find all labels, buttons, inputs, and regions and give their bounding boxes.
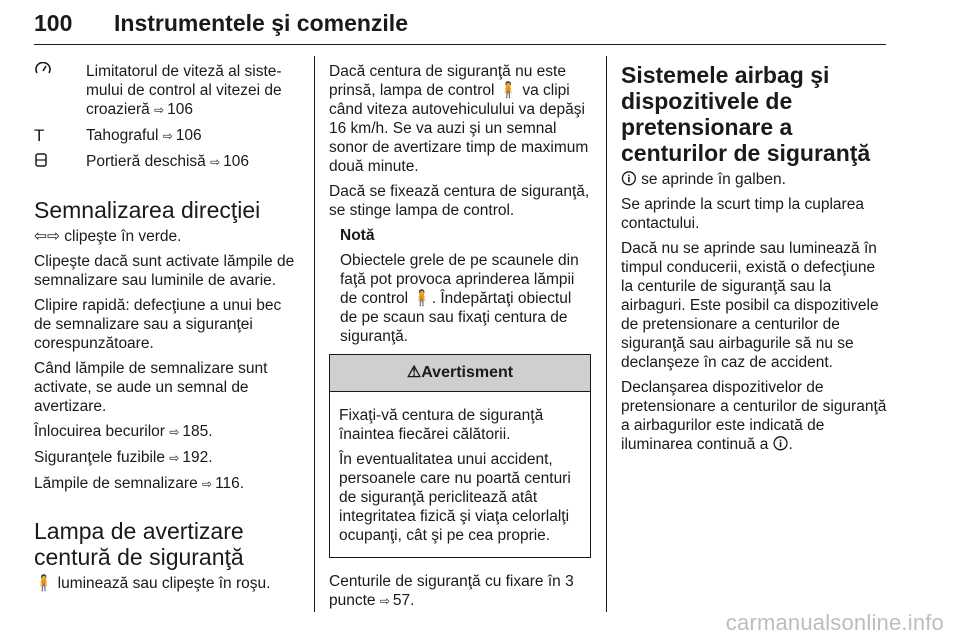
paragraph: Se aprinde la scurt timp la cuplarea contactului. [621, 196, 864, 232]
door-open-text: Portieră deschisă [86, 153, 206, 170]
note-text: Obiectele grele de pe scaunele din faţă pot provoca aprinderea lămpii de control [340, 252, 579, 307]
paragraph: Dacă se fixează centura de siguranţă, se stinge lampa de control. [329, 183, 590, 219]
page-title: Instrumentele şi comenzile [114, 10, 408, 36]
reference-text: Siguranţele fuzibile [34, 449, 165, 466]
note-block [340, 226, 591, 346]
note-title: Notă [340, 227, 375, 244]
page-reference-link[interactable]: ⇨ 116. [202, 475, 244, 492]
paragraph: Declanşarea dispozitivelor de pretensionare a centurilor de siguranţă a airbagurilor este indicată de iluminarea continuă a [621, 379, 887, 453]
reference-text: Lămpile de semnalizare [34, 475, 198, 492]
warning-title: Avertisment [421, 364, 514, 381]
warning-header [330, 355, 590, 392]
reference-text: Centurile de siguranţă cu fixare în 3 puncte [329, 573, 574, 609]
seatbelt-icon: 🧍 [412, 290, 432, 307]
airbag-icon: 🛈 [621, 171, 637, 188]
column-3 [621, 62, 887, 460]
reference-text: Înlocuirea becurilor [34, 423, 165, 440]
page-reference-link[interactable]: ⇨ 57. [380, 592, 415, 609]
page-reference-link[interactable]: ⇨ 192. [169, 449, 212, 466]
tachograph-icon: T [34, 126, 45, 145]
section-heading-seatbelt-warning: Lampa de avertizare centură de siguranţă [34, 518, 244, 570]
seatbelt-icon: 🧍 [498, 82, 519, 99]
page-reference-link[interactable]: ⇨ 106 [210, 153, 249, 170]
section-heading-turn-signal: Semnalizarea direcţiei [34, 197, 261, 223]
tachograph-text: Tahograful [86, 127, 159, 144]
symbol-row-tachograph [34, 126, 298, 146]
speed-limiter-icon [34, 62, 86, 120]
paragraph: Când lămpile de semnalizare sunt activate, se aude un semnal de avertizare. [34, 360, 268, 415]
column-1 [34, 62, 298, 599]
airbag-line: se aprinde în galben. [641, 171, 786, 188]
page-reference-link[interactable]: ⇨ 106 [163, 127, 202, 144]
page-header [34, 4, 886, 45]
turn-signal-icon: ⇦⇨ [34, 228, 60, 245]
turn-signal-line: clipeşte în verde. [64, 228, 182, 245]
seatbelt-line: luminează sau clipeşte în roşu. [57, 575, 271, 592]
warning-box [329, 354, 591, 558]
door-open-icon [34, 152, 86, 173]
paragraph: Clipeşte dacă sunt activate lămpile de semnalizare sau luminile de avarie. [34, 253, 295, 289]
page-reference-link[interactable]: ⇨ 106 [154, 101, 193, 118]
note-text: . Îndepărtaţi obiectul de pe scaun sau fixaţi centura de siguranţă. [340, 290, 572, 345]
page-number: 100 [34, 10, 73, 36]
airbag-icon: 🛈 [772, 436, 789, 453]
warning-text: Fixaţi-vă centura de siguranţă înaintea fiecărei călătorii. [339, 407, 544, 443]
symbol-row-door-open [34, 152, 298, 173]
paragraph: va clipi când viteza autovehiculului va depăşi 16 km/h. Se va auzi şi un semnal sonor de avertizare timp de maximum două minute. [329, 82, 589, 175]
column-divider [314, 56, 315, 612]
symbol-row-speed-limiter [34, 62, 298, 120]
watermark: carmanualsonline.info [725, 610, 944, 635]
column-2 [329, 62, 591, 617]
column-divider [606, 56, 607, 612]
page-reference-link[interactable]: ⇨ 185. [169, 423, 212, 440]
paragraph: Clipire rapidă: defecţiune a unui bec de semnalizare sau a siguranţei corespunzătoare. [34, 297, 282, 352]
seatbelt-icon: 🧍 [34, 575, 54, 592]
paragraph: Dacă centura de siguranţă nu este prinsă, lampa de control [329, 63, 566, 99]
paragraph: Dacă nu se aprinde sau luminează în timpul conducerii, există o defecţiune la centurile de siguranţă sau la airbaguri. Este posibil ca dispozitivele de pretensionare a centurilor de siguranţă sau airbagurile să nu se declanşeze în caz de accident. [621, 240, 879, 371]
punctuation: . [788, 436, 793, 453]
speed-limiter-text: Limitatorul de viteză al siste-mului de control al vitezei de croazieră [86, 63, 282, 118]
warning-triangle-icon: ⚠ [406, 364, 422, 381]
section-heading-airbag: Sistemele airbag şi dispozitivele de pretensionare a centurilor de siguranţă [621, 62, 871, 166]
warning-text: În eventualitatea unui accident, persoanele care nu poartă centuri de siguranţă periclitează atât integritatea fizică şi viaţa celorlalţi ocupanţi, cât şi pe cea proprie. [339, 451, 571, 544]
